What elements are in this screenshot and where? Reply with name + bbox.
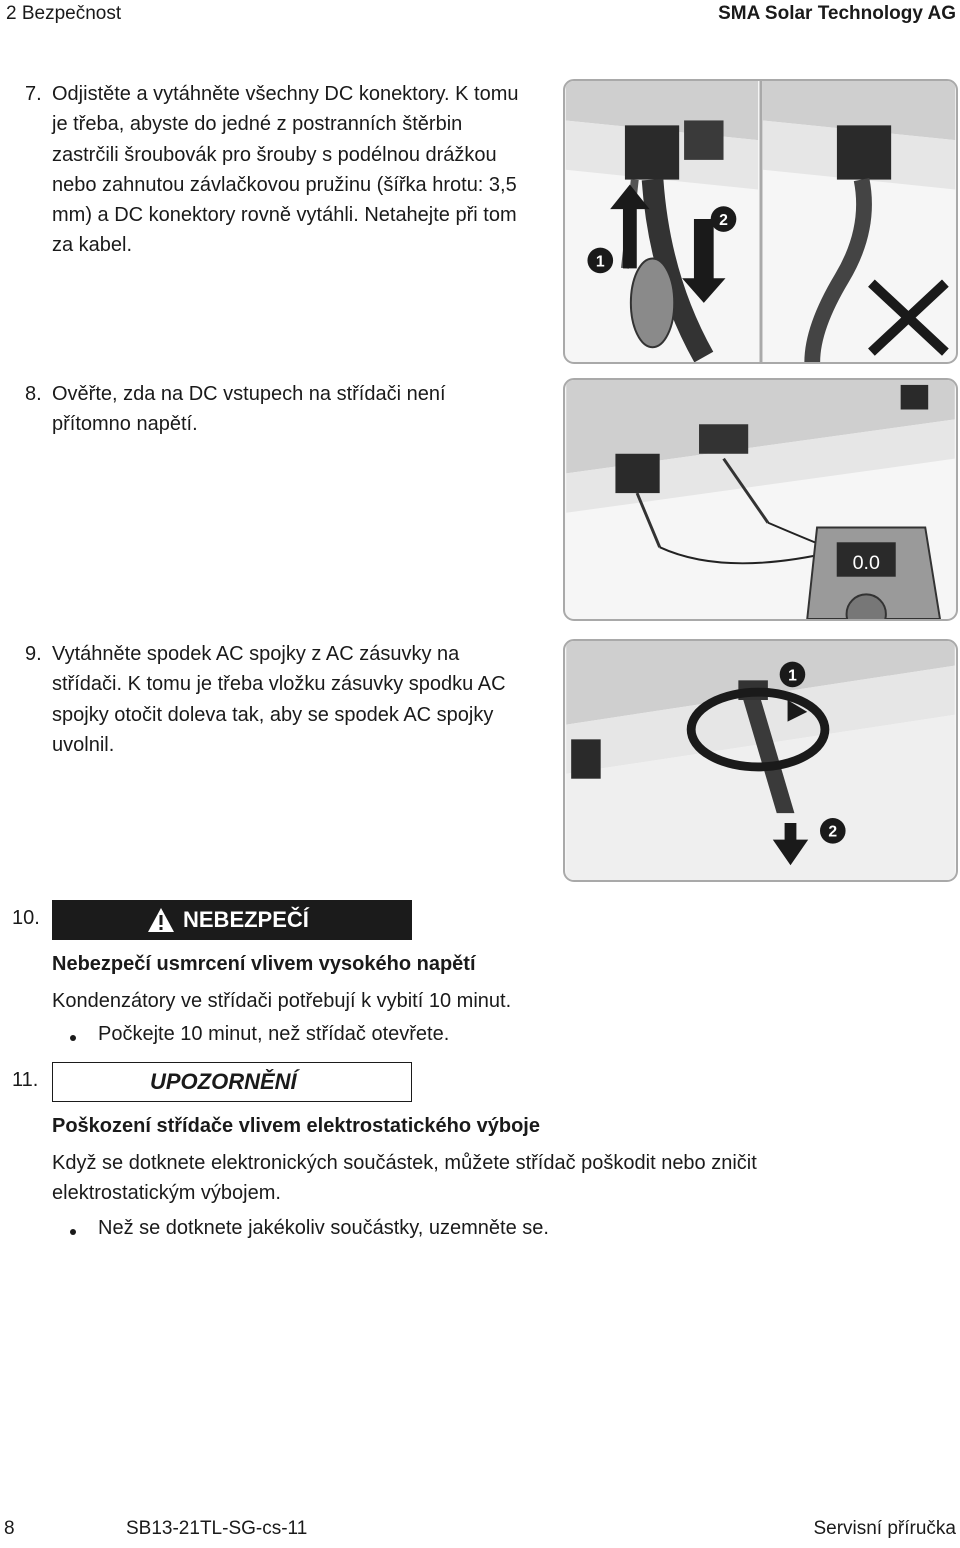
step-9-text: Vytáhněte spodek AC spojky z AC zásuvky na střídači. K tomu je třeba vložku zásuvky spodku AC spojky otočit doleva tak, aby se spodek AC spojky uvolnil. xyxy=(52,643,506,756)
footer-document-title: Servisní příručka xyxy=(813,1518,956,1539)
notice-label: UPOZORNĚNÍ xyxy=(150,1069,297,1094)
marker-1: 1 xyxy=(788,667,797,685)
multimeter-illustration xyxy=(565,380,956,619)
notice-bullet: Než se dotknete jakékoliv součástky, uzemněte se. xyxy=(70,1217,549,1240)
figure-voltage-check xyxy=(563,378,958,621)
marker-2: 2 xyxy=(719,211,728,229)
cross-icon xyxy=(871,283,945,352)
marker-1: 1 xyxy=(595,253,605,271)
footer-page-number: 8 xyxy=(4,1518,15,1539)
step-11-number: 11. xyxy=(12,1069,39,1091)
bullet-dot-icon xyxy=(70,1035,76,1041)
notice-text: Když se dotknete elektronických součástek, můžete střídač poškodit nebo zničit elektrostatickým výbojem. xyxy=(52,1152,757,1205)
ac-coupling-illustration xyxy=(565,641,956,880)
marker-2: 2 xyxy=(828,823,838,841)
header-company: SMA Solar Technology AG xyxy=(718,3,956,24)
step-7-text: Odjistěte a vytáhněte všechny DC konektory. K tomu je třeba, abyste do jedné z postranních štěrbin zastrčili šroubovák pro šrouby s podélnou drážkou nebo zahnutou závlačkovou pružinu (šířka hrotu: 3,5 mm) a DC konektory rovně vytáhli. Netahejte při tom za kabel. xyxy=(52,83,519,257)
danger-banner xyxy=(52,900,412,940)
step-8-number: 8. xyxy=(25,383,42,405)
notice-title: Poškození střídače vlivem elektrostatického výboje xyxy=(52,1115,540,1137)
bullet-dot-icon xyxy=(70,1229,76,1235)
figure-dc-connector-removal xyxy=(563,79,958,364)
danger-label: NEBEZPEČÍ xyxy=(183,907,309,932)
danger-bullet: Počkejte 10 minut, než střídač otevřete. xyxy=(70,1023,449,1046)
header-section: 2 Bezpečnost xyxy=(6,3,122,24)
step-7-number: 7. xyxy=(25,83,42,105)
dc-connector-illustration xyxy=(565,81,956,362)
multimeter-display: 0.0 xyxy=(852,551,880,574)
step-8-text: Ověřte, zda na DC vstupech na střídači není přítomno napětí. xyxy=(52,383,446,436)
danger-text: Kondenzátory ve střídači potřebují k vybití 10 minut. xyxy=(52,990,512,1012)
danger-title: Nebezpečí usmrcení vlivem vysokého napětí xyxy=(52,953,476,975)
notice-banner xyxy=(52,1062,412,1102)
step-9-number: 9. xyxy=(25,643,42,665)
footer-document-id: SB13-21TL-SG-cs-11 xyxy=(126,1518,308,1539)
figure-ac-coupling-removal xyxy=(563,639,958,882)
step-10-number: 10. xyxy=(12,907,40,929)
warning-triangle-icon xyxy=(147,907,175,933)
